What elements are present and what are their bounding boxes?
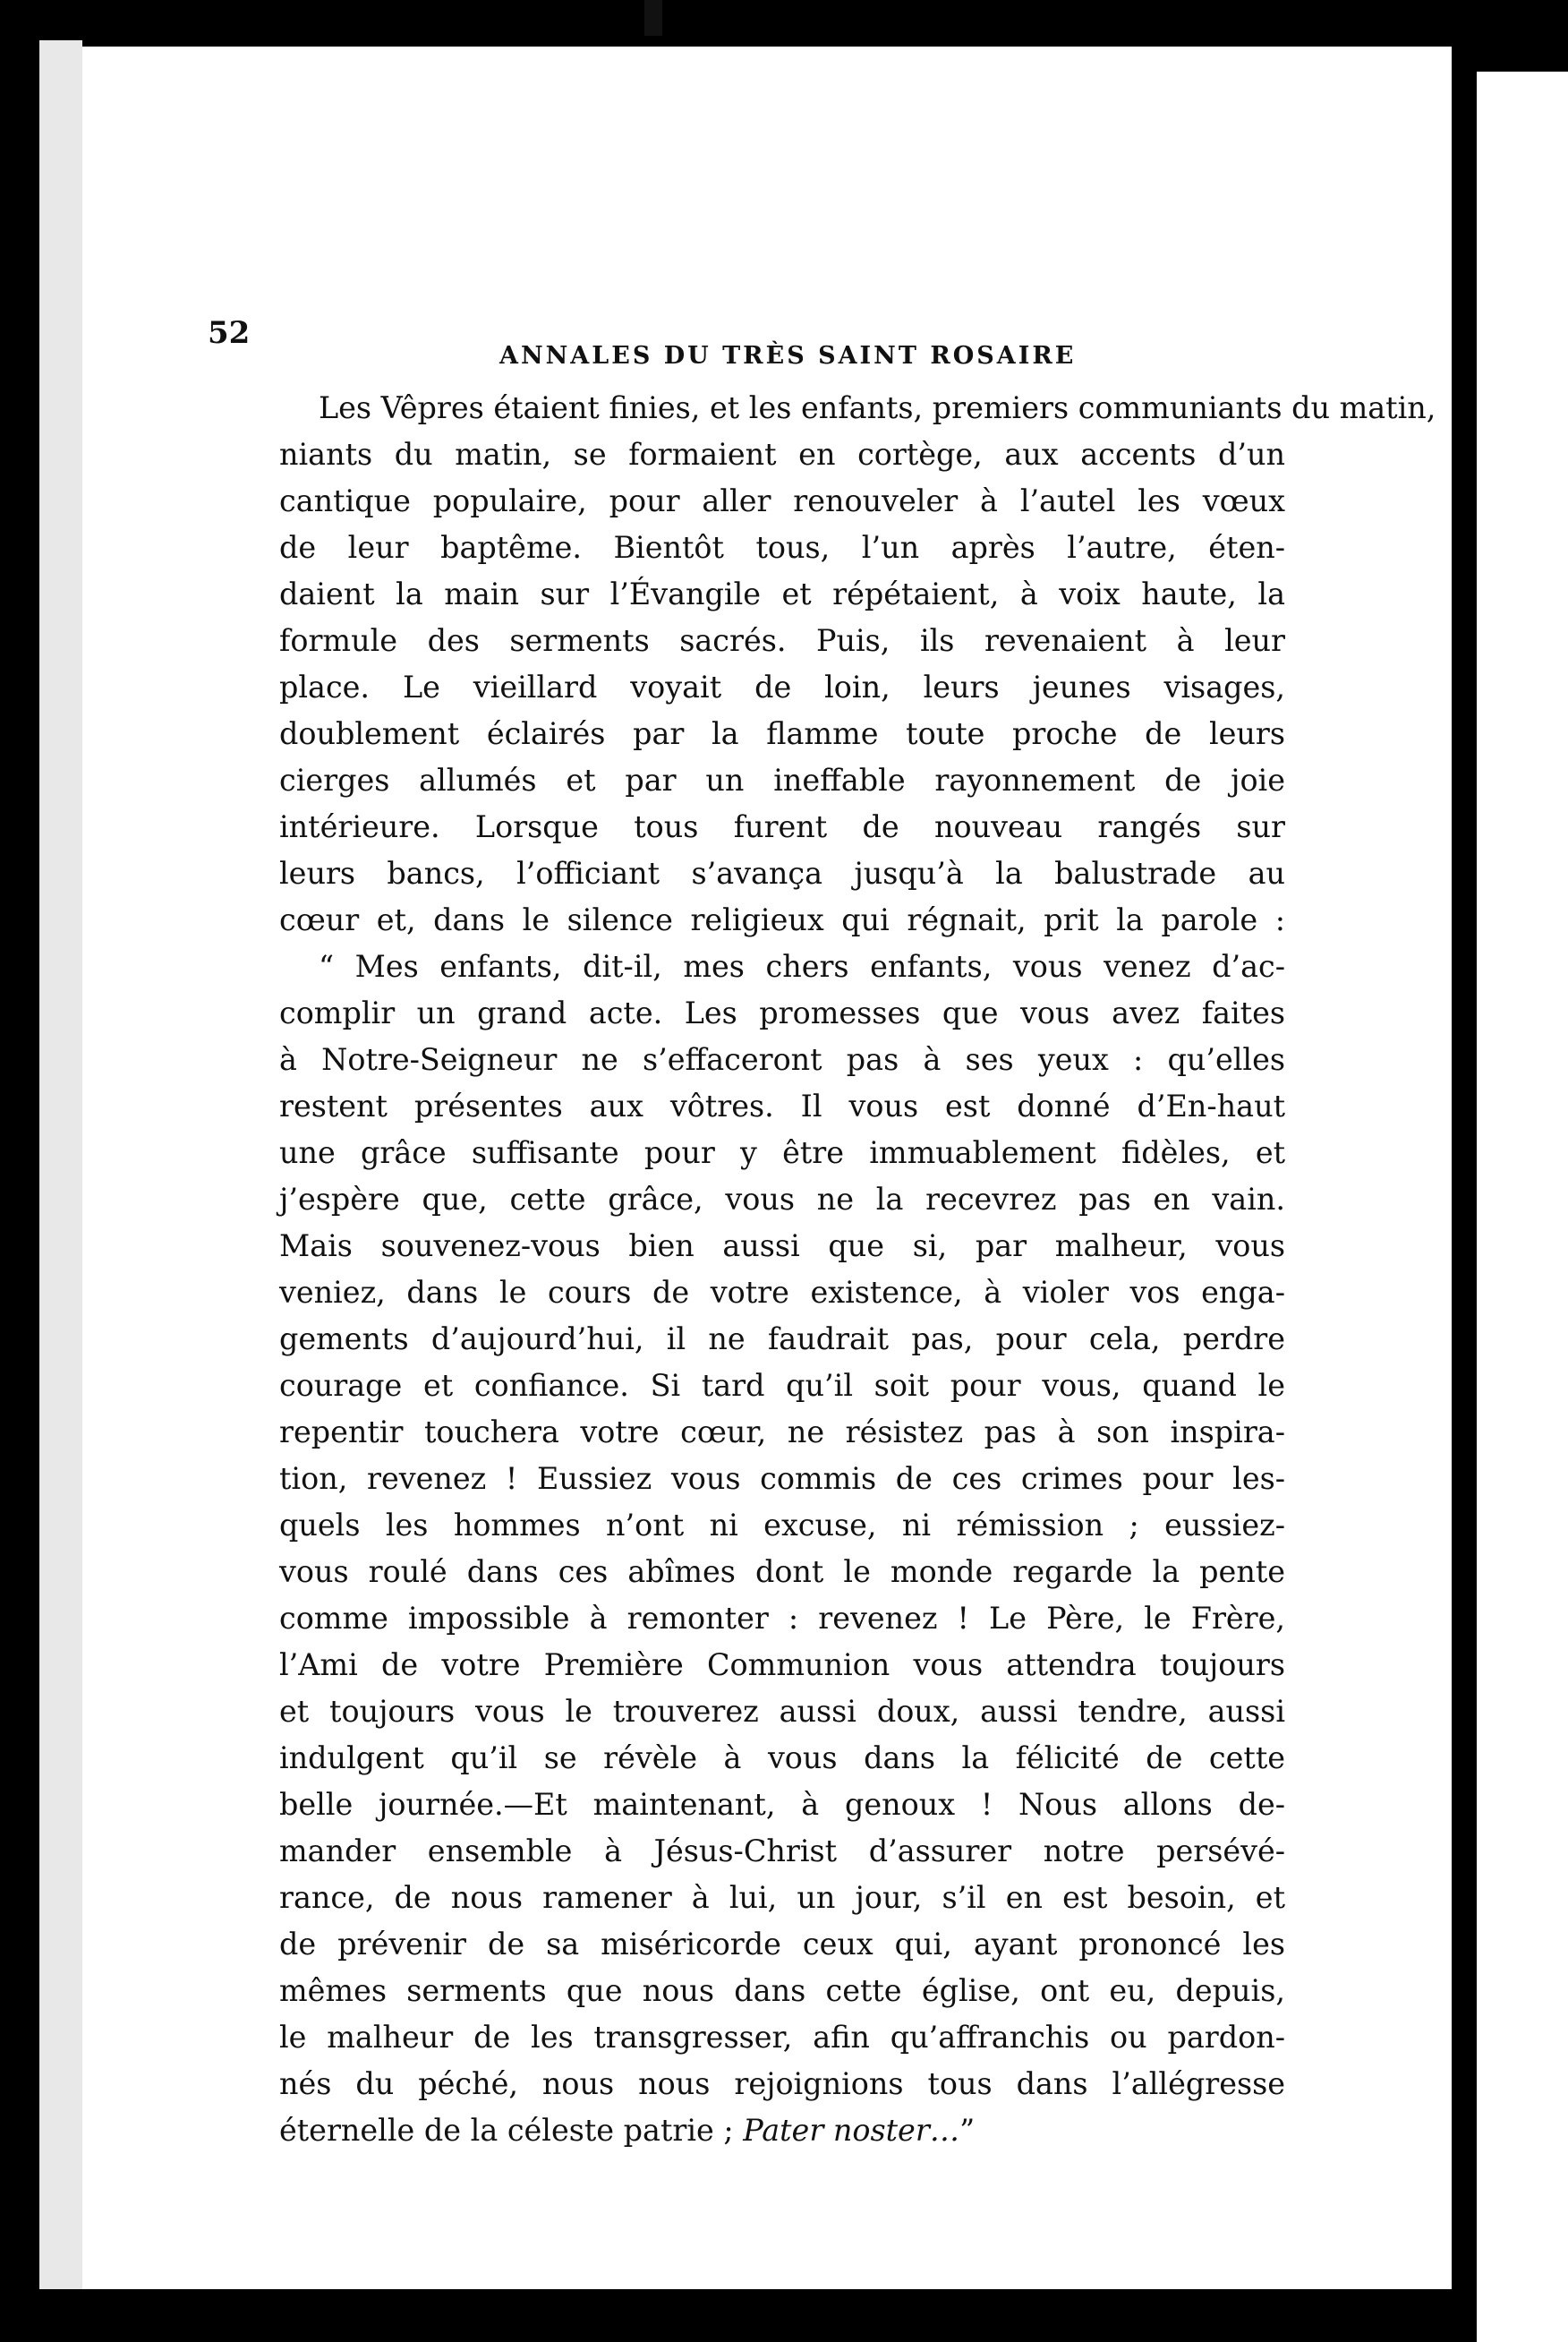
text-line: cœur et, dans le silence religieux qui régnait, prit la parole : [279,902,1285,937]
text-line: “ Mes enfants, dit-il, mes chers enfants, vous venez d’ac- [319,949,1285,984]
text-line: cantique populaire, pour aller renouveler à l’autel les vœux [279,483,1285,518]
text-line: nés du péché, nous nous rejoignions tous dans l’allégresse [279,2066,1285,2101]
final-line-suffix: ” [959,2113,976,2148]
text-line: belle journée.—Et maintenant, à genoux ! Nous allons de- [279,1787,1285,1822]
text-line: l’Ami de votre Première Communion vous attendra toujours [279,1647,1285,1682]
text-line: à Notre-Seigneur ne s’effaceront pas à ses yeux : qu’elles [279,1042,1285,1077]
text-line: rance, de nous ramener à lui, un jour, s’il en est besoin, et [279,1880,1285,1915]
text-line: leurs bancs, l’officiant s’avança jusqu’à la balustrade au [279,856,1285,891]
text-line: quels les hommes n’ont ni excuse, ni rémission ; eussiez- [279,1508,1285,1543]
text-line: cierges allumés et par un ineffable rayonnement de joie [279,763,1285,798]
page-header [208,315,1317,369]
running-title: ANNALES DU TRÈS SAINT ROSAIRE [499,342,1077,370]
text-line: une grâce suffisante pour y être immuablement fidèles, et [279,1135,1285,1170]
text-line: j’espère que, cette grâce, vous ne la recevrez pas en vain. [279,1182,1285,1217]
text-line: veniez, dans le cours de votre existence, à violer vos enga- [279,1275,1285,1310]
text-line: intérieure. Lorsque tous furent de nouveau rangés sur [279,809,1285,844]
text-line: indulgent qu’il se révèle à vous dans la félicité de cette [279,1740,1285,1775]
final-line-italic: Pater noster… [743,2113,960,2148]
text-line: Mais souvenez-vous bien aussi que si, par malheur, vous [279,1228,1285,1263]
text-line: mêmes serments que nous dans cette église, ont eu, depuis, [279,1973,1285,2008]
final-line-prefix: éternelle de la céleste patrie ; [279,2113,744,2148]
text-line: mander ensemble à Jésus-Christ d’assurer notre persévé- [279,1833,1285,1868]
text-line: tion, revenez ! Eussiez vous commis de ces crimes pour les- [279,1461,1285,1496]
text-line: et toujours vous le trouverez aussi doux, aussi tendre, aussi [279,1694,1285,1729]
page-number: 52 [208,315,251,351]
facing-page-edge [1477,72,1568,2342]
text-line: doublement éclairés par la flamme toute proche de leurs [279,716,1285,751]
text-line: Les Vêpres étaient finies, et les enfants, premiers communiants du matin, [319,390,1436,425]
text-line: de prévenir de sa miséricorde ceux qui, ayant prononcé les [279,1927,1285,1962]
text-line: place. Le vieillard voyait de loin, leurs jeunes visages, [279,670,1285,705]
text-line: courage et confiance. Si tard qu’il soit pour vous, quand le [279,1368,1285,1403]
text-line: vous roulé dans ces abîmes dont le monde regarde la pente [279,1554,1285,1589]
text-line: repentir touchera votre cœur, ne résistez pas à son inspira- [279,1415,1285,1449]
text-line: complir un grand acte. Les promesses que vous avez faites [279,996,1285,1030]
scan-smudge [644,0,662,36]
text-line: le malheur de les transgresser, afin qu’affranchis ou pardon- [279,2020,1285,2055]
text-line: comme impossible à remonter : revenez ! Le Père, le Frère, [279,1601,1285,1636]
text-line-final [279,2107,1285,2154]
text-line: daient la main sur l’Évangile et répétaient, à voix haute, la [279,577,1285,611]
text-line: restent présentes aux vôtres. Il vous est donné d’En-haut [279,1089,1285,1124]
page-edge-shadow [39,40,82,2289]
body-text [279,385,1436,2154]
text-line: de leur baptême. Bientôt tous, l’un après l’autre, éten- [279,530,1285,565]
text-line: niants du matin, se formaient en cortège, aux accents d’un [279,437,1285,472]
text-line: gements d’aujourd’hui, il ne faudrait pas, pour cela, perdre [279,1321,1285,1356]
text-line: formule des serments sacrés. Puis, ils revenaient à leur [279,623,1285,658]
